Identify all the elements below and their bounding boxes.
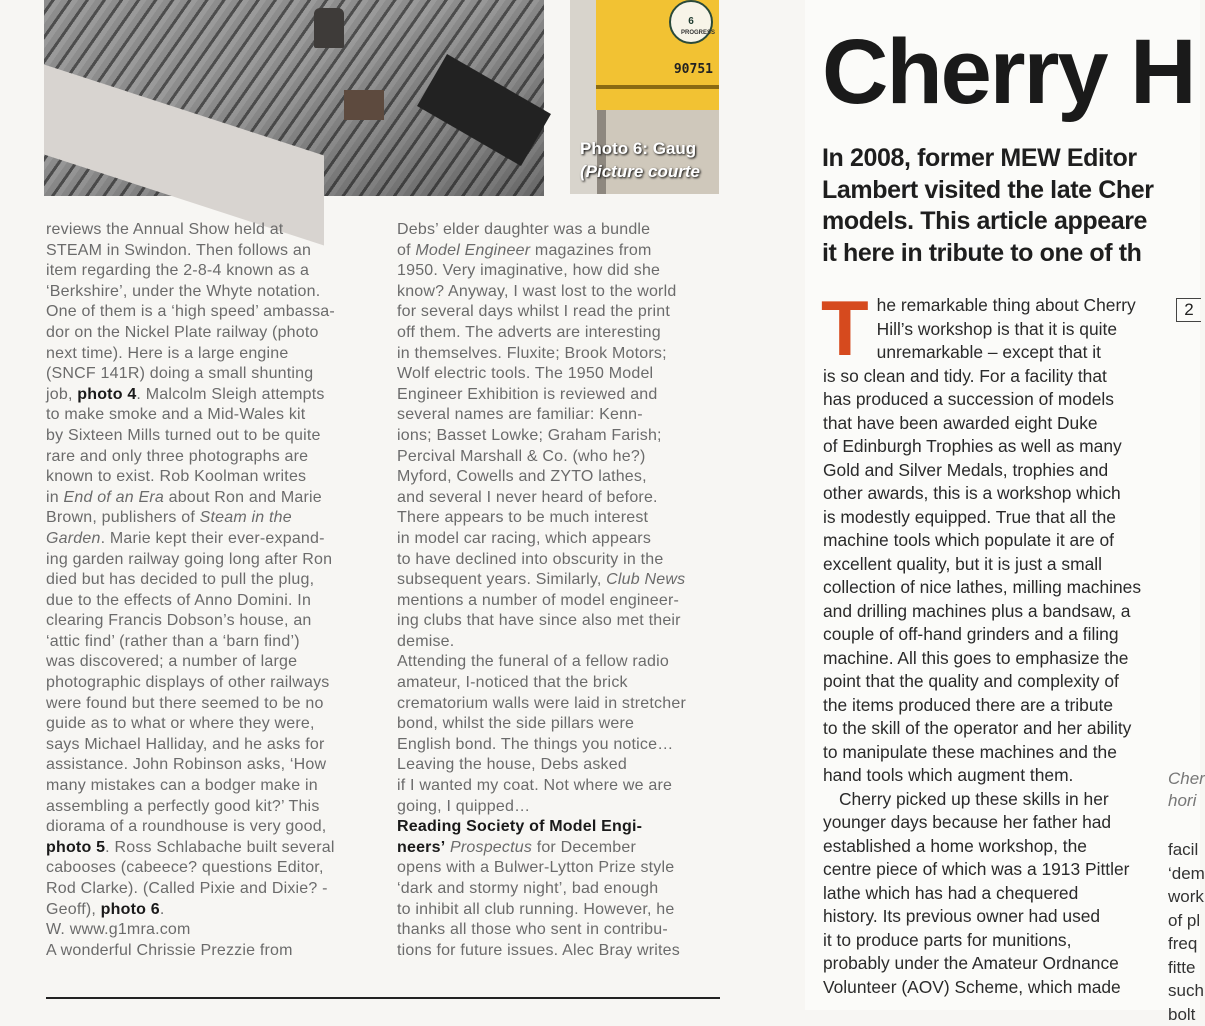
layout-photo — [44, 0, 544, 196]
article-title: Cherry H — [822, 21, 1195, 123]
caboose-stripe — [596, 85, 719, 89]
article-body — [821, 284, 1163, 999]
water-tower — [314, 8, 344, 48]
caboose-number: 90751 — [673, 62, 713, 77]
article-paragraph-1: he remarkable thing about Cherry Hill’s workshop is that it is quite unremarkable – except that it is so clean and tidy. For a facility that has produced a succession of models that have been awarded eight Duke of Edinburgh Trophies as well as many Gold and Silver Medals, trophies and other awards, this is a workshop which is modestly equipped. True that all the machine tools which populate it are of excellent quality, but it is just a small collection of nice lathes, milling machines and drilling machines plus a bandsaw, a couple of off-hand grinders and a filing machine. All this goes to emphasize the point that the quality and complexity of the items produced there are a tribute to the skill of the operator and her ability to manipulate these machines and the hand tools which augment them. — [823, 295, 1142, 785]
box-number: 2 — [1176, 298, 1201, 322]
side-column-text: facil ‘dem work of pl freq fitte such bolt — [1168, 840, 1205, 1024]
article-paragraph-2: Cherry picked up these skills in her younger days because her father had established a home workshop, the centre piece of which was a 1913 Pittler lathe which has had a chequered history. Its previous owner had used it to produce parts for munitions, probably under the Amateur Ordnance Volunteer (AOV) Scheme, which made — [823, 788, 1130, 997]
photo-caption — [580, 137, 700, 183]
photo-ref: photo 4 — [77, 385, 137, 403]
railway-logo: 6 — [669, 0, 713, 44]
club-name: neers’ — [397, 838, 446, 856]
column-1-text: reviews the Annual Show held at STEAM in Swindon. Then follows an item regarding the 2-8-4 known as a ‘Berkshire’, under the Whyte notation. One of them is a ‘high speed’ ambassa- dor on the Nickel Plate railway (photo next time). Here is a large engine (SNCF 141R) doing a small shunting job, photo 4. Malcolm Sleigh attempts to make smoke and a Mid-Wales kit by Sixteen Mills turned out to be quite rare and only three photographs are known to exist. Rob Koolman writes in End of an Era about Ron and Marie Brown, publishers of Steam in the Garden. Marie kept their ever-expand- ing garden railway going long after Ron died but has decided to pull the plug, due to the effects of Anno Domini. In clearing Francis Dobson’s house, an ‘attic find’ (rather than a ‘barn find’) was discovered; a number of large photographic displays of other railways were found but there seemed to be no guide as to what or where they were, says Michael Halliday, and he asks for assistance. John Robinson asks, ‘How many mistakes can a bodger make in assembling a perfectly good kit?’ This diorama of a roundhouse is very good, photo 5. Ross Schlabache built several cabooses (cabeece? questions Editor, Rod Clarke). (Called Pixie and Dixie? - Geoff), photo 6. W. www.g1mra.com A wonderful Chrissie Prezzie from — [46, 221, 335, 959]
article-standfirst: In 2008, former MEW Editor Lambert visited the late Cher models. This article appeare it here in tribute to one of th — [822, 144, 1154, 267]
layout-baseboard — [44, 65, 324, 246]
side-caption: Cher hori — [1168, 769, 1205, 810]
photo-ref: photo 6 — [100, 900, 160, 918]
photo-ref: photo 5 — [46, 838, 106, 856]
web-link: W. www.g1mra.com — [46, 921, 191, 939]
caboose-photo — [570, 0, 719, 194]
logo-subtext: PROGRESS — [680, 30, 715, 36]
club-name: Reading Society of Model Engi- — [397, 818, 643, 836]
photo-caption-line1: Photo 6: Gaug — [580, 139, 697, 158]
photo-caption-line2: (Picture courte — [580, 162, 700, 181]
column-2-text: Debs’ elder daughter was a bundle of Model Engineer magazines from 1950. Very imaginative, how did she know? Anyway, I wast lost to the world for several days whilst I read the print off them. The adverts are interesting in themselves. Fluxite; Brook Motors; Wolf electric tools. The 1950 Model Engineer Exhibition is reviewed and several names are familiar: Kenn- ions; Basset Lowke; Graham Farish; Percival Marshall & Co. (who he?) Myford, Cowells and ZYTO lathes, and several I never heard of before. There appears to be much interest in model car racing, which appears to have declined into obscurity in the subsequent years. Similarly, Club News mentions a number of model engineer- ing clubs that have since also met their demise. Attending the funeral of a fellow radio amateur, I-noticed that the brick crematorium walls were laid in stretcher bond, whilst the side pillars were English bond. The things you notice… Leaving the house, Debs asked if I wanted my coat. Not where we are going, I quipped… Reading Society of Model Engi- neers’ Prospectus for December opens with a Bulwer-Lytton Prize style ‘dark and stormy night’, bad enough to inhibit all club running. However, he thanks all those who sent in contribu- tions for future issues. Alec Bray writes — [397, 221, 686, 959]
column-2 — [397, 220, 725, 961]
bottom-rule — [46, 997, 720, 1003]
locomotive — [417, 54, 551, 166]
shed-building — [344, 90, 384, 120]
drop-cap: T — [821, 284, 869, 372]
column-1 — [46, 220, 374, 961]
